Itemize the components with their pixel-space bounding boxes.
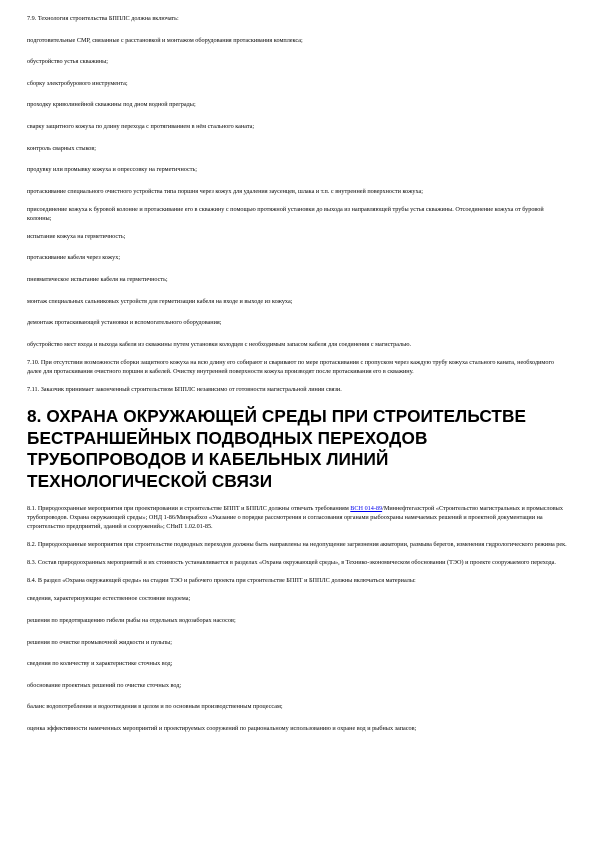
list-item: оценка эффективности намеченных мероприятий и проектируемых сооружений по рациональному использованию и охране вод и рыбных запасов; — [27, 724, 417, 732]
list-item: присоединение кожуха к буровой колонне и протаскивание его в скважину с помощью протяжной установки до выхода из направляющей трубы устья скважины. Отсоединение кожуха от буровой колонны; — [27, 205, 544, 222]
list-item: обустройство устья скважины; — [27, 58, 108, 66]
paragraph-7-11: 7.11. Заказчик принимает законченный строительством БППЛС независимо от готовности магистральной линии связи. — [27, 385, 342, 393]
list-item: сборку электробурового инструмента; — [27, 79, 128, 87]
paragraph-7-9: 7.9. Технология строительства БППЛС должна включать: — [27, 15, 179, 22]
paragraph-8-4: 8.4. В раздел «Охрана окружающей среды» на стадии ТЭО и рабочего проекта при строительстве БППТ и БППЛС должны включаться материалы: — [27, 577, 416, 585]
list-item: сварку защитного кожуха по длину перехода с протягиванием в нём стального каната; — [27, 122, 255, 130]
list-item: проходку криволинейной скважины под дном водной преграды; — [27, 101, 196, 109]
list-item: обустройство мест входа и выхода кабеля из скважины путем установки колодцев с необходимым запасом кабеля для соединения с магистралью. — [27, 340, 412, 348]
list-item: испытание кожуха на герметичность; — [27, 232, 126, 240]
paragraph-8-1-text-start: 8.1. Природоохранные мероприятия при проектировании и строительстве БППТ и БППЛС должны отвечать требованиям — [27, 505, 351, 513]
list-item: сведения, характеризующие естественное состояние водоема; — [27, 595, 191, 603]
paragraph-8-2: 8.2. Природоохранные мероприятия при строительстве подводных переходов должны быть направлены на недопущение загрязнения акватории, размыва берегов, изменения гидрологического режима рек. — [27, 541, 567, 549]
list-item: пневматическое испытание кабеля на герметичность; — [27, 275, 168, 283]
list-item: подготовительные СМР, связанные с расстановкой и монтажом оборудования протаскивания комплекса; — [27, 36, 303, 44]
paragraph-8-3: 8.3. Состав природоохранных мероприятий и их стоимость устанавливается в разделах «Охрана окружающей среды», в Технико-экономическом обосновании (ТЭО) и проекте сооружаемого перехода. — [27, 559, 556, 567]
list-item: протаскивание кабеля через кожух; — [27, 254, 121, 262]
list-item: сведения по количеству и характеристике сточных вод; — [27, 660, 173, 668]
list-item: протаскивание специального очистного устройства типа поршня через кожух для удаления заусенцев, шлака и т.п. с внутренней поверхности кожуха; — [27, 187, 423, 195]
list-item: баланс водопотребления и водоотведения в целом и по основным производственным процессам; — [27, 703, 283, 711]
list-item: контроль сварных стыков; — [27, 144, 97, 152]
section-8-title: 8. ОХРАНА ОКРУЖАЮЩЕЙ СРЕДЫ ПРИ СТРОИТЕЛЬСТВЕ БЕСТРАНШЕЙНЫХ ПОДВОДНЫХ ПЕРЕХОДОВ ТРУБОПРОВОДОВ И КАБЕЛЬНЫХ ЛИНИЙ ТЕХНОЛОГИЧЕСКОЙ СВЯЗИ — [27, 406, 527, 491]
list-item: решения по очистке промывочной жидкости и пульпы; — [27, 638, 172, 646]
paragraph-8-1 — [27, 504, 568, 531]
paragraph-7-10: 7.10. При отсутствии возможности сборки защитного кожуха на всю длину его собирают и сваривают по мере протаскивания с пропуском через каждую трубу кожуха стального каната, необходимого далее для протаскивания очистного поршня и кабелей. Очистку внутренней поверхности кожуха производят после протаскивания его в скважину. — [27, 358, 554, 375]
vsn-014-89-link[interactable]: ВСН 014-89 — [350, 505, 383, 513]
list-item: продувку или промывку кожуха и опрессовку на герметичность; — [27, 166, 198, 174]
list-item: монтаж специальных сальниковых устройств для герметизации кабеля на входе и выходе из кожуха; — [27, 297, 293, 305]
paragraph-8-1-text-end: /Миннефтегазстрой «Строительство магистральных и промысловых трубопроводов. Охрана окружающей среды»; ОНД 1-86/Минрыбхоз «Указание о порядке рассмотрения и согласования органами рыбоохраны намечаемых решений и проектной документации на строительство предприятий, зданий и сооружений»; СНиП 1.02.01-85. — [27, 505, 563, 531]
list-item: обоснование проектных решений по очистке сточных вод; — [27, 681, 182, 689]
list-item: демонтаж протаскивающей установки и вспомогательного оборудования; — [27, 319, 222, 327]
list-item: решения по предотвращению гибели рыбы на отдельных водозаборах насосов; — [27, 616, 236, 624]
